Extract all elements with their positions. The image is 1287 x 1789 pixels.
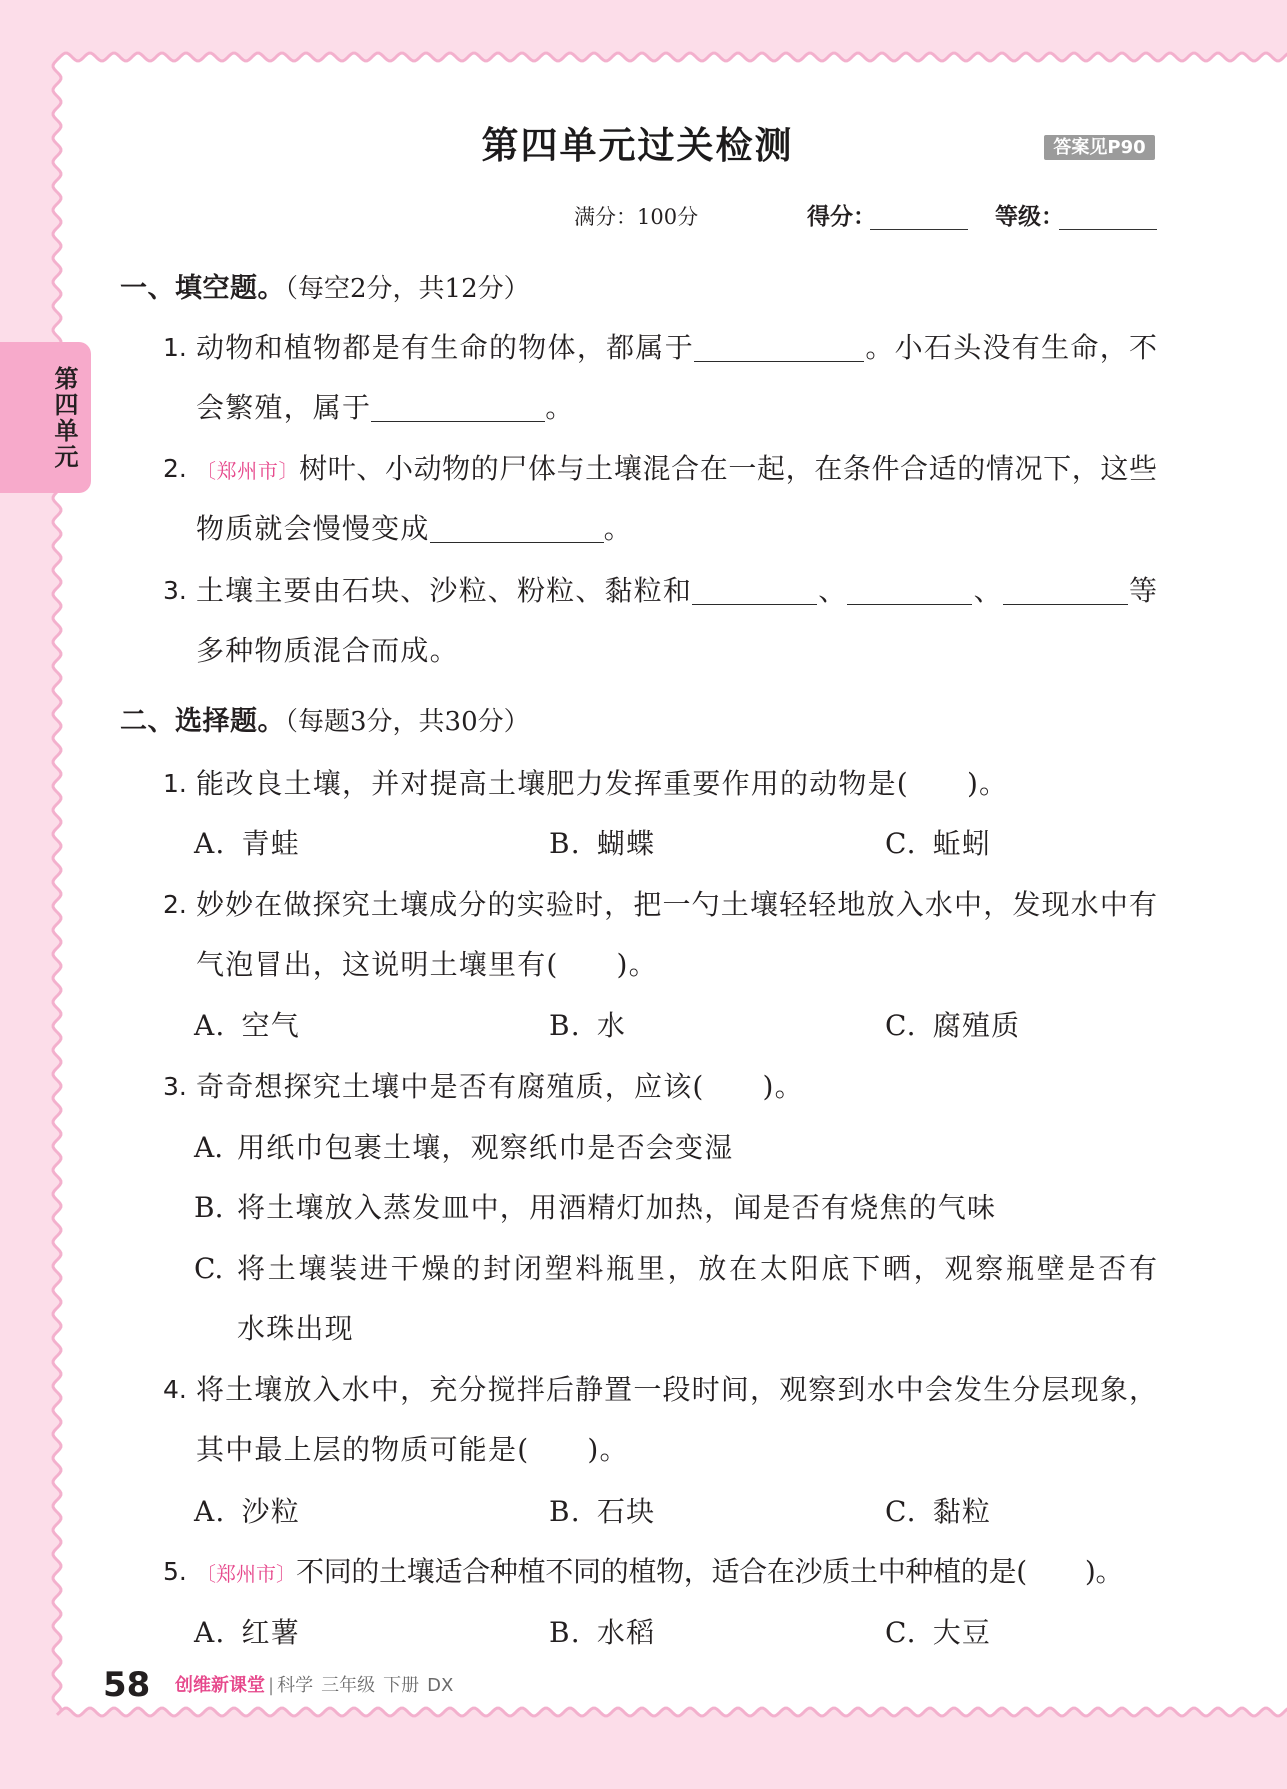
question-number: 4.	[163, 1375, 187, 1404]
answer-blank	[847, 578, 972, 605]
option-c	[885, 1492, 991, 1532]
score-blank	[870, 229, 968, 230]
section-title: 一、填空题。	[120, 273, 285, 304]
option-letter: A.	[194, 1495, 226, 1528]
section-scoring: （每空2分，共12分）	[285, 274, 530, 304]
option-b	[549, 824, 655, 864]
option-a	[194, 1006, 300, 1046]
choice-heading	[120, 702, 530, 742]
option-text: 石块	[596, 1495, 656, 1528]
question-text: )。	[966, 767, 1009, 800]
question-text: 妙妙在做探究土壤成分的实验时，把一勺土壤轻轻地放入水中，发现水中有	[196, 888, 1157, 921]
option-letter: C.	[885, 827, 917, 860]
question-number: 3.	[163, 1072, 187, 1101]
question-line	[196, 945, 658, 985]
grade-blank	[1059, 229, 1157, 230]
question-text: 等	[1127, 574, 1157, 607]
question-text: 将土壤放入水中，充分搅拌后静置一段时间，观察到水中会发生分层现象，	[196, 1373, 1157, 1406]
question-text: 、	[972, 574, 1003, 607]
question-number: 2.	[163, 890, 187, 919]
option-c-text-continued: 水珠出现	[237, 1312, 354, 1345]
option-letter: C.	[885, 1495, 917, 1528]
question-text: 物质就会慢慢变成	[196, 512, 430, 545]
question-text: 动物和植物都是有生命的物体，都属于	[196, 331, 695, 364]
option-letter: B.	[549, 827, 581, 860]
option-letter: B.	[549, 1616, 581, 1649]
option-c-letter: C.	[194, 1252, 224, 1285]
region-tag: 〔郑州市〕	[196, 1562, 296, 1586]
option-text: 蝴蝶	[596, 827, 656, 860]
option-text: 黏粒	[932, 1495, 992, 1528]
option-c	[885, 824, 991, 864]
answer-blank	[692, 578, 817, 605]
grade-label: 等级：	[995, 204, 1064, 230]
page-number: 58	[103, 1665, 151, 1705]
option-text: 空气	[241, 1009, 300, 1042]
option-b	[549, 1613, 655, 1653]
question-line	[196, 328, 1157, 368]
score-label: 得分：	[807, 204, 876, 230]
option-text: 青蛙	[241, 827, 300, 860]
region-tag: 〔郑州市〕	[196, 459, 300, 483]
option-text: 水	[596, 1009, 627, 1042]
option-letter: B.	[549, 1009, 581, 1042]
option-a-letter: A.	[194, 1131, 224, 1164]
option-text: 大豆	[932, 1616, 992, 1649]
section-scoring: （每题3分，共30分）	[285, 707, 530, 737]
option-a-text: 用纸巾包裹土壤，观察纸巾是否会变湿	[237, 1131, 734, 1164]
question-text: 。	[603, 512, 633, 545]
answer-page-badge: 答案见P90	[1044, 135, 1155, 160]
option-c	[885, 1006, 1020, 1046]
option-b	[549, 1006, 626, 1046]
answer-blank	[1003, 578, 1128, 605]
question-text: 能改良土壤，并对提高土壤肥力发挥重要作用的动物是(	[196, 767, 909, 800]
question-text: 会繁殖，属于	[196, 391, 372, 424]
fill-in-heading	[120, 269, 530, 309]
option-text: 沙粒	[241, 1495, 300, 1528]
question-text: 奇奇想探究土壤中是否有腐殖质，应该(	[196, 1070, 705, 1103]
question-text: 气泡冒出，这说明土壤里有(	[196, 948, 559, 981]
option-letter: B.	[549, 1495, 581, 1528]
footer-grade: 三年级	[321, 1675, 376, 1696]
question-text: )。	[762, 1070, 804, 1103]
question-text: )。	[1084, 1555, 1124, 1588]
option-text: 腐殖质	[932, 1009, 1021, 1042]
answer-blank	[430, 516, 604, 543]
question-text: 不同的土壤适合种植不同的植物，适合在沙质土中种植的是(	[296, 1555, 1027, 1588]
question-number: 1.	[163, 333, 187, 362]
option-b	[549, 1492, 655, 1532]
page-title: 第四单元过关检测	[481, 124, 794, 167]
question-text: )。	[616, 948, 658, 981]
question-number: 3.	[163, 576, 187, 605]
option-text: 水稻	[596, 1616, 656, 1649]
footer-info	[175, 1668, 453, 1704]
option-b-text: 将土壤放入蒸发皿中，用酒精灯加热，闻是否有烧焦的气味	[237, 1191, 997, 1224]
question-number: 1.	[163, 769, 187, 798]
option-a	[194, 1613, 300, 1653]
question-line	[196, 571, 1157, 611]
footer-edition: DX	[427, 1675, 454, 1696]
footer-brand: 创维新课堂	[175, 1675, 265, 1696]
question-text: 多种物质混合而成。	[196, 634, 459, 667]
question-line	[196, 885, 1157, 925]
answer-blank	[371, 395, 545, 422]
question-line	[196, 1552, 1123, 1592]
question-text: 。小石头没有生命，不	[864, 331, 1157, 364]
question-text: 土壤主要由石块、沙粒、粉粒、黏粒和	[196, 574, 693, 607]
question-line	[196, 764, 1008, 804]
footer-separator: |	[268, 1675, 275, 1696]
question-line	[196, 509, 633, 549]
option-text: 红薯	[241, 1616, 300, 1649]
question-line	[196, 1370, 1157, 1410]
option-text: 蚯蚓	[932, 827, 992, 860]
option-c-text: 将土壤装进干燥的封闭塑料瓶里，放在太阳底下晒，观察瓶壁是否有	[237, 1252, 1157, 1285]
option-a	[194, 824, 300, 864]
answer-blank	[694, 335, 864, 362]
question-text: 树叶、小动物的尸体与土壤混合在一起，在条件合适的情况下，这些	[299, 452, 1157, 485]
question-text: 其中最上层的物质可能是(	[196, 1433, 530, 1466]
option-letter: C.	[885, 1616, 917, 1649]
footer-volume: 下册	[383, 1675, 420, 1696]
option-letter: A.	[194, 1616, 226, 1649]
question-line	[196, 1067, 804, 1107]
option-a	[194, 1492, 300, 1532]
question-number: 5.	[163, 1557, 187, 1586]
question-line	[196, 1430, 629, 1470]
unit-side-tab	[0, 342, 91, 493]
footer-subject: 科学	[277, 1675, 314, 1696]
option-letter: C.	[885, 1009, 917, 1042]
option-c	[885, 1613, 991, 1653]
section-title: 二、选择题。	[120, 706, 285, 737]
question-line	[196, 449, 1157, 489]
unit-side-tab-label: 第四单元	[50, 365, 78, 470]
question-text: 。	[545, 391, 575, 424]
option-letter: A.	[194, 827, 226, 860]
question-line	[196, 631, 459, 671]
question-text: 、	[817, 574, 848, 607]
question-line	[196, 388, 574, 428]
full-marks-label: 满分：100分	[574, 205, 699, 229]
option-b-letter: B.	[194, 1191, 224, 1224]
question-number: 2.	[163, 454, 187, 483]
option-letter: A.	[194, 1009, 226, 1042]
question-text: )。	[587, 1433, 629, 1466]
